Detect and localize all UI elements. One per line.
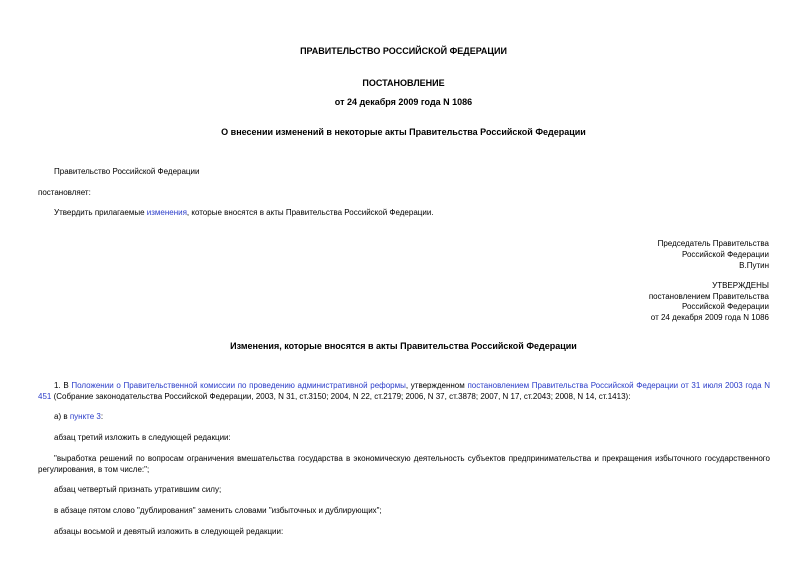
approved-country: Российской Федерации [682, 302, 769, 311]
paragraph-5: абзац четвертый признать утратившим силу; [54, 485, 222, 494]
approved-date: от 24 декабря 2009 года N 1086 [650, 313, 769, 322]
intro-decrees: постановляет: [38, 188, 91, 197]
p1-number: 1. В [54, 381, 72, 390]
intro-approve-text-before: Утвердить прилагаемые [54, 208, 147, 217]
intro-approve-text-after: , которые вносятся в акты Правительства Российской Федерации. [186, 208, 434, 217]
paragraph-2 [54, 411, 103, 422]
approved-heading: УТВЕРЖДЕНЫ [712, 281, 769, 290]
changes-link[interactable]: изменения [146, 208, 187, 217]
p1-after: (Собрание законодательства Российской Федерации, 2003, N 31, ст.3150; 2004, N 22, ст.2179; 2006, N 37, ст.3878; 2007, N 17, ст.2043; 2008, N 14, ст.1413): [51, 392, 631, 401]
paragraph-4: "выработка решений по вопросам ограничения вмешательства государства в экономическую деятельность субъектов предпринимательства и прекращения избыточного государственного регулирования, в том числе:"; [38, 454, 770, 474]
signature-position: Председатель Правительства [657, 239, 769, 248]
signature-country: Российской Федерации [682, 250, 769, 259]
commission-regulation-link[interactable]: Положении о Правительственной комиссии по проведению административной реформы [71, 381, 406, 390]
doc-type-heading: ПОСТАНОВЛЕНИЕ [362, 78, 445, 88]
point-3-link[interactable]: пункте 3 [69, 412, 101, 421]
intro-government: Правительство Российской Федерации [54, 167, 200, 176]
paragraph-6: в абзаце пятом слово "дублирования" заменить словами "избыточных и дублирующих"; [54, 506, 382, 515]
approved-by: постановлением Правительства [648, 292, 769, 301]
p2-before: а) в [54, 412, 70, 421]
resolution-451-link[interactable]: постановлением Правительства Российской Федерации от 31 июля 2003 года N 451 [38, 381, 770, 401]
p1-mid: , утвержденном [405, 381, 468, 390]
government-heading: ПРАВИТЕЛЬСТВО РОССИЙСКОЙ ФЕДЕРАЦИИ [300, 46, 507, 56]
intro-approve [54, 207, 434, 218]
document-title: О внесении изменений в некоторые акты Правительства Российской Федерации [221, 127, 586, 137]
paragraph-3: абзац третий изложить в следующей редакции: [54, 433, 231, 442]
signature-name: В.Путин [739, 261, 769, 270]
changes-title: Изменения, которые вносятся в акты Правительства Российской Федерации [230, 341, 577, 351]
date-number-heading: от 24 декабря 2009 года N 1086 [334, 97, 473, 107]
paragraph-1 [38, 380, 770, 402]
paragraph-7: абзацы восьмой и девятый изложить в следующей редакции: [54, 527, 284, 536]
p2-after: : [100, 412, 104, 421]
